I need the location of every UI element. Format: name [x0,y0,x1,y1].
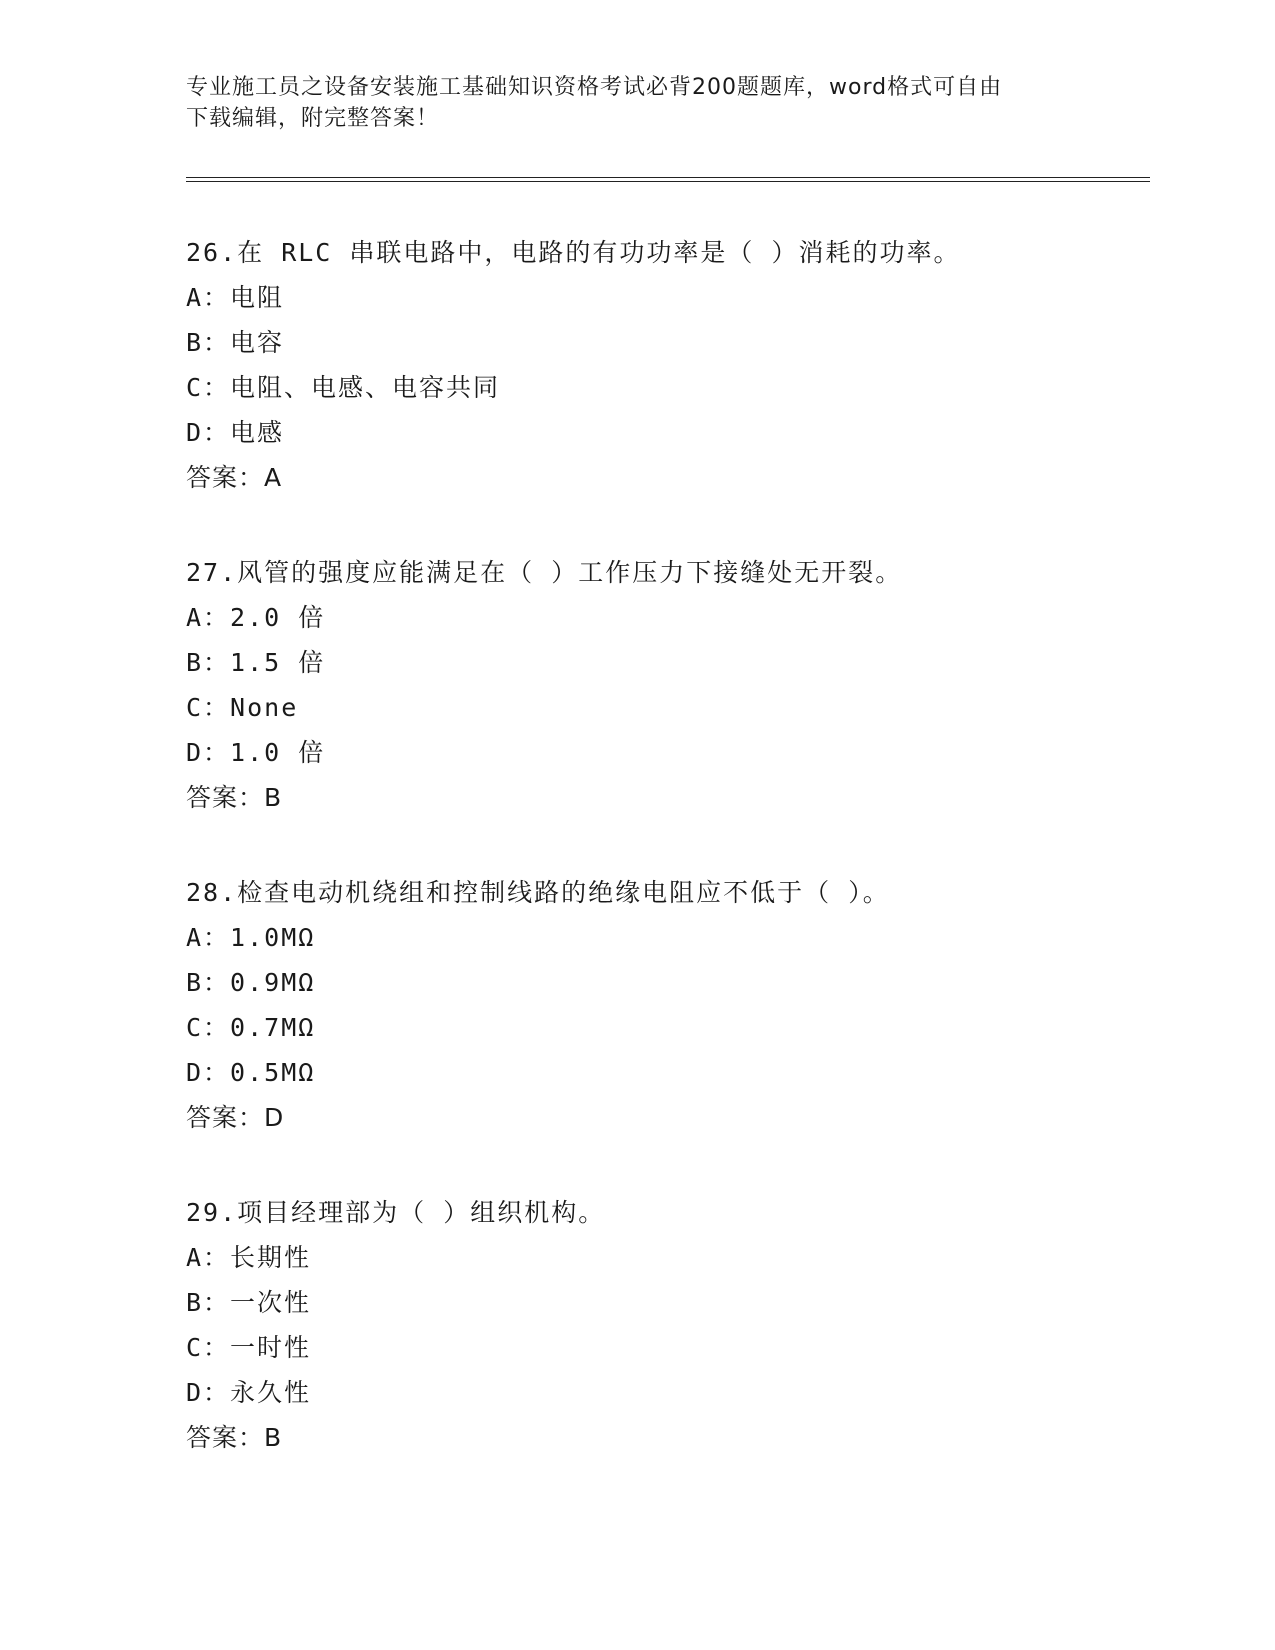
option-b: B：1.5 倍 [186,648,326,677]
header-line-1: 专业施工员之设备安装施工基础知识资格考试必背200题题库，word格式可自由 [186,75,1003,100]
header-double-rule [186,177,1150,182]
option-d: D：1.0 倍 [186,738,326,767]
question-29 [186,1190,1146,1510]
answer-line: 答案：B [186,1423,283,1452]
answer-line: 答案：B [186,783,283,812]
option-a: A：电阻 [186,283,285,312]
option-c: C：电阻、电感、电容共同 [186,373,501,402]
header-line-2: 下载编辑，附完整答案！ [186,106,440,131]
option-b: B：一次性 [186,1288,312,1317]
question-26 [186,230,1146,550]
option-a: A：1.0MΩ [186,923,316,952]
option-d: D：0.5MΩ [186,1058,316,1087]
answer-line: 答案：D [186,1103,285,1132]
option-b: B：0.9MΩ [186,968,316,997]
option-c: C：0.7MΩ [186,1013,316,1042]
answer-line: 答案：A [186,463,283,492]
option-d: D：永久性 [186,1378,312,1407]
option-c: C：None [186,693,299,722]
option-a: A：2.0 倍 [186,603,326,632]
option-b: B：电容 [186,328,285,357]
question-stem: 26.在 RLC 串联电路中，电路的有功功率是（ ）消耗的功率。 [186,238,961,267]
question-list [186,230,1146,1510]
question-stem: 29.项目经理部为（ ）组织机构。 [186,1198,606,1227]
option-a: A：长期性 [186,1243,312,1272]
question-stem: 28.检查电动机绕组和控制线路的绝缘电阻应不低于（ ）。 [186,878,890,907]
question-28 [186,870,1146,1190]
document-header [186,72,1066,134]
question-stem: 27.风管的强度应能满足在（ ）工作压力下接缝处无开裂。 [186,558,903,587]
question-27 [186,550,1146,870]
option-d: D：电感 [186,418,285,447]
option-c: C：一时性 [186,1333,312,1362]
